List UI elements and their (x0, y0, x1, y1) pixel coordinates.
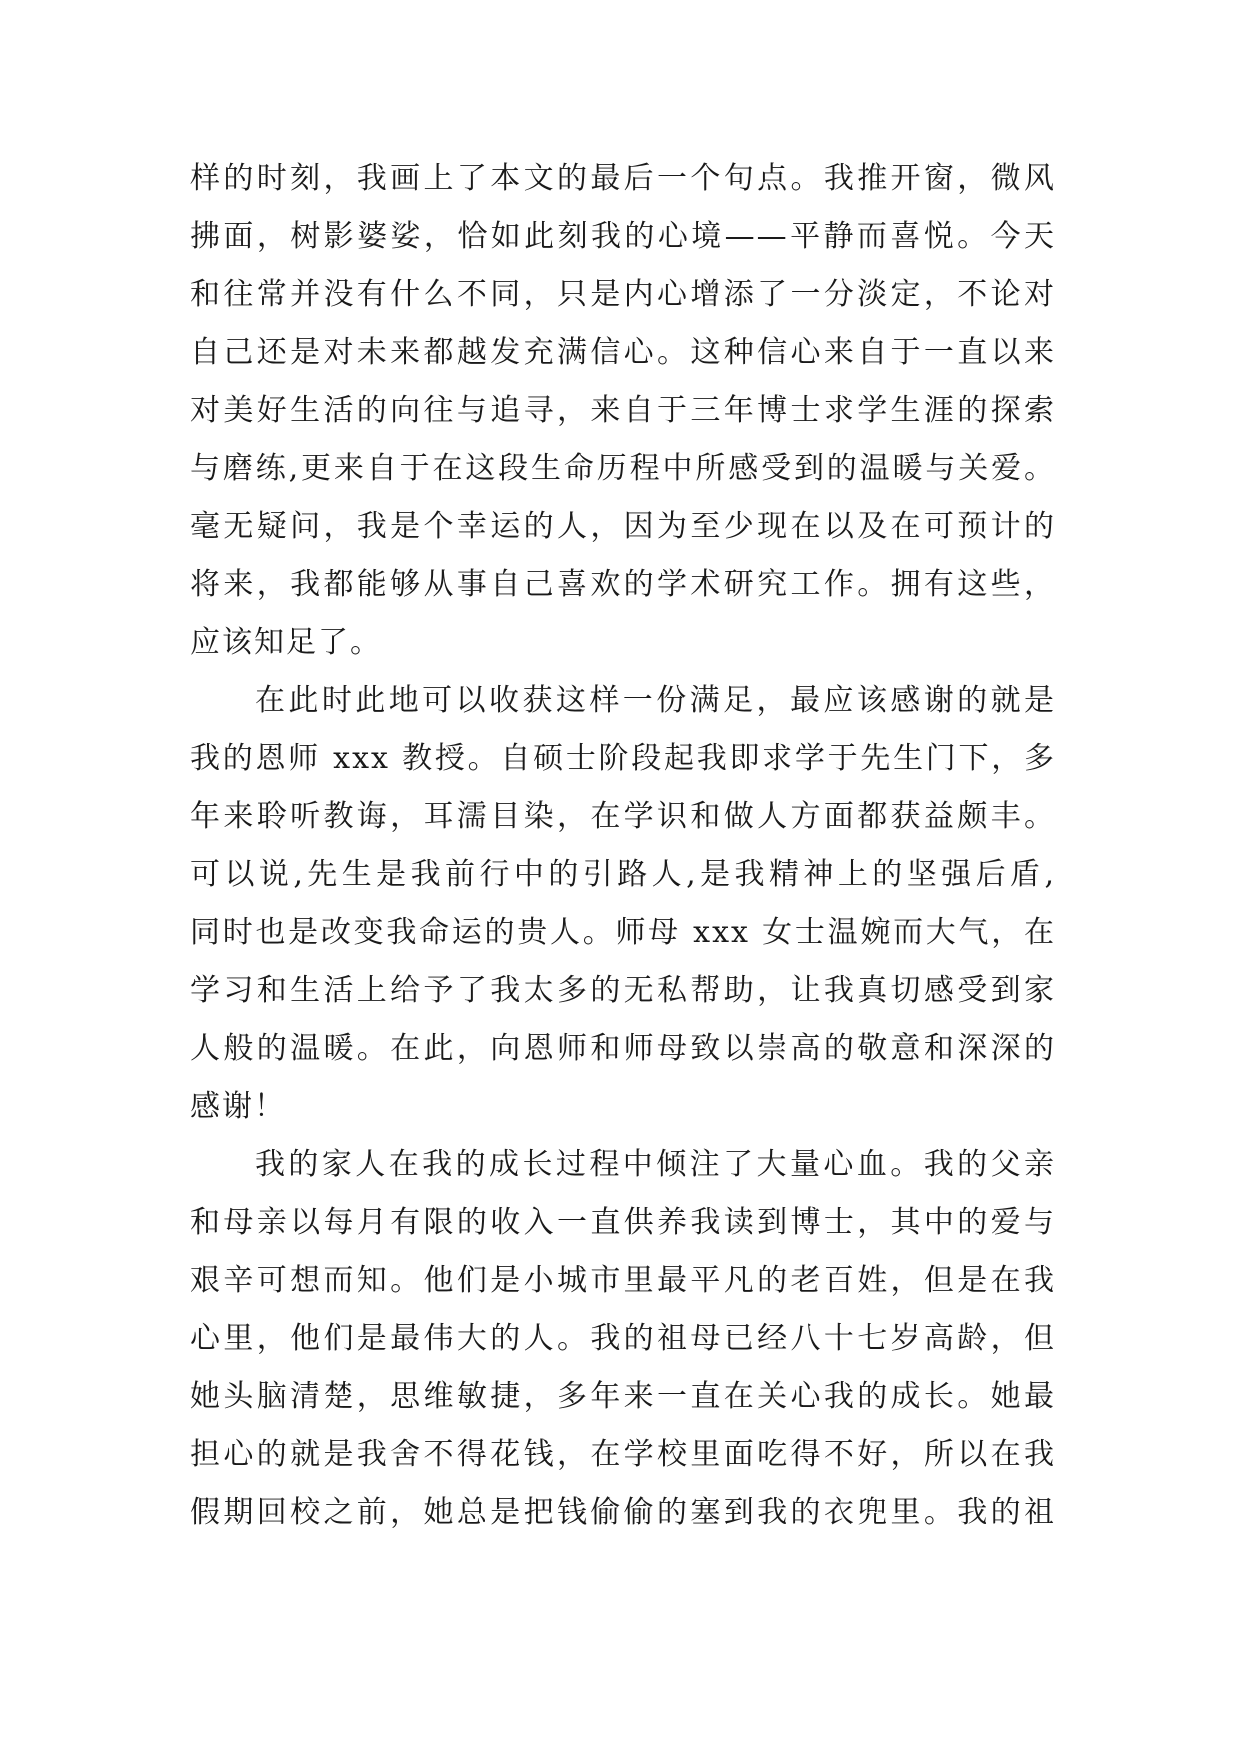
text-line: 心里，他们是最伟大的人。我的祖母已经八十七岁高龄，但 (190, 1321, 1056, 1356)
text-line: 可以说,先生是我前行中的引路人,是我精神上的坚强后盾, (190, 857, 1056, 892)
text-line: 我的家人在我的成长过程中倾注了大量心血。我的父亲 (255, 1147, 1056, 1182)
text-line: 我的恩师 xxx 教授。自硕士阶段起我即求学于先生门下，多 (190, 741, 1056, 776)
text-line: 自己还是对未来都越发充满信心。这种信心来自于一直以来 (190, 335, 1056, 370)
text-line: 同时也是改变我命运的贵人。师母 xxx 女士温婉而大气，在 (190, 915, 1056, 950)
text-line: 将来，我都能够从事自己喜欢的学术研究工作。拥有这些， (190, 567, 1056, 602)
text-line: 拂面，树影婆娑，恰如此刻我的心境——平静而喜悦。今天 (190, 219, 1056, 254)
text-line: 在此时此地可以收获这样一份满足，最应该感谢的就是 (255, 683, 1056, 718)
text-line: 样的时刻，我画上了本文的最后一个句点。我推开窗，微风 (190, 161, 1056, 196)
text-line: 和母亲以每月有限的收入一直供养我读到博士，其中的爱与 (190, 1205, 1056, 1240)
text-line: 学习和生活上给予了我太多的无私帮助，让我真切感受到家 (190, 973, 1056, 1008)
text-line: 感谢！ (190, 1089, 286, 1124)
text-line: 艰辛可想而知。他们是小城市里最平凡的老百姓，但是在我 (190, 1263, 1056, 1298)
text-line: 应该知足了。 (190, 625, 382, 660)
text-line: 担心的就是我舍不得花钱，在学校里面吃得不好，所以在我 (190, 1437, 1056, 1472)
text-line: 假期回校之前，她总是把钱偷偷的塞到我的衣兜里。我的祖 (190, 1495, 1056, 1530)
text-line: 人般的温暖。在此，向恩师和师母致以崇高的敬意和深深的 (190, 1031, 1056, 1066)
text-line: 毫无疑问，我是个幸运的人，因为至少现在以及在可预计的 (190, 509, 1056, 544)
text-line: 对美好生活的向往与追寻，来自于三年博士求学生涯的探索 (190, 393, 1056, 428)
text-line: 年来聆听教诲，耳濡目染，在学识和做人方面都获益颇丰。 (190, 799, 1056, 834)
text-line: 和往常并没有什么不同，只是内心增添了一分淡定，不论对 (190, 277, 1056, 312)
text-line: 她头脑清楚，思维敏捷，多年来一直在关心我的成长。她最 (190, 1379, 1056, 1414)
body-text (190, 150, 1056, 1542)
text-line: 与磨练,更来自于在这段生命历程中所感受到的温暖与关爱。 (190, 451, 1056, 486)
